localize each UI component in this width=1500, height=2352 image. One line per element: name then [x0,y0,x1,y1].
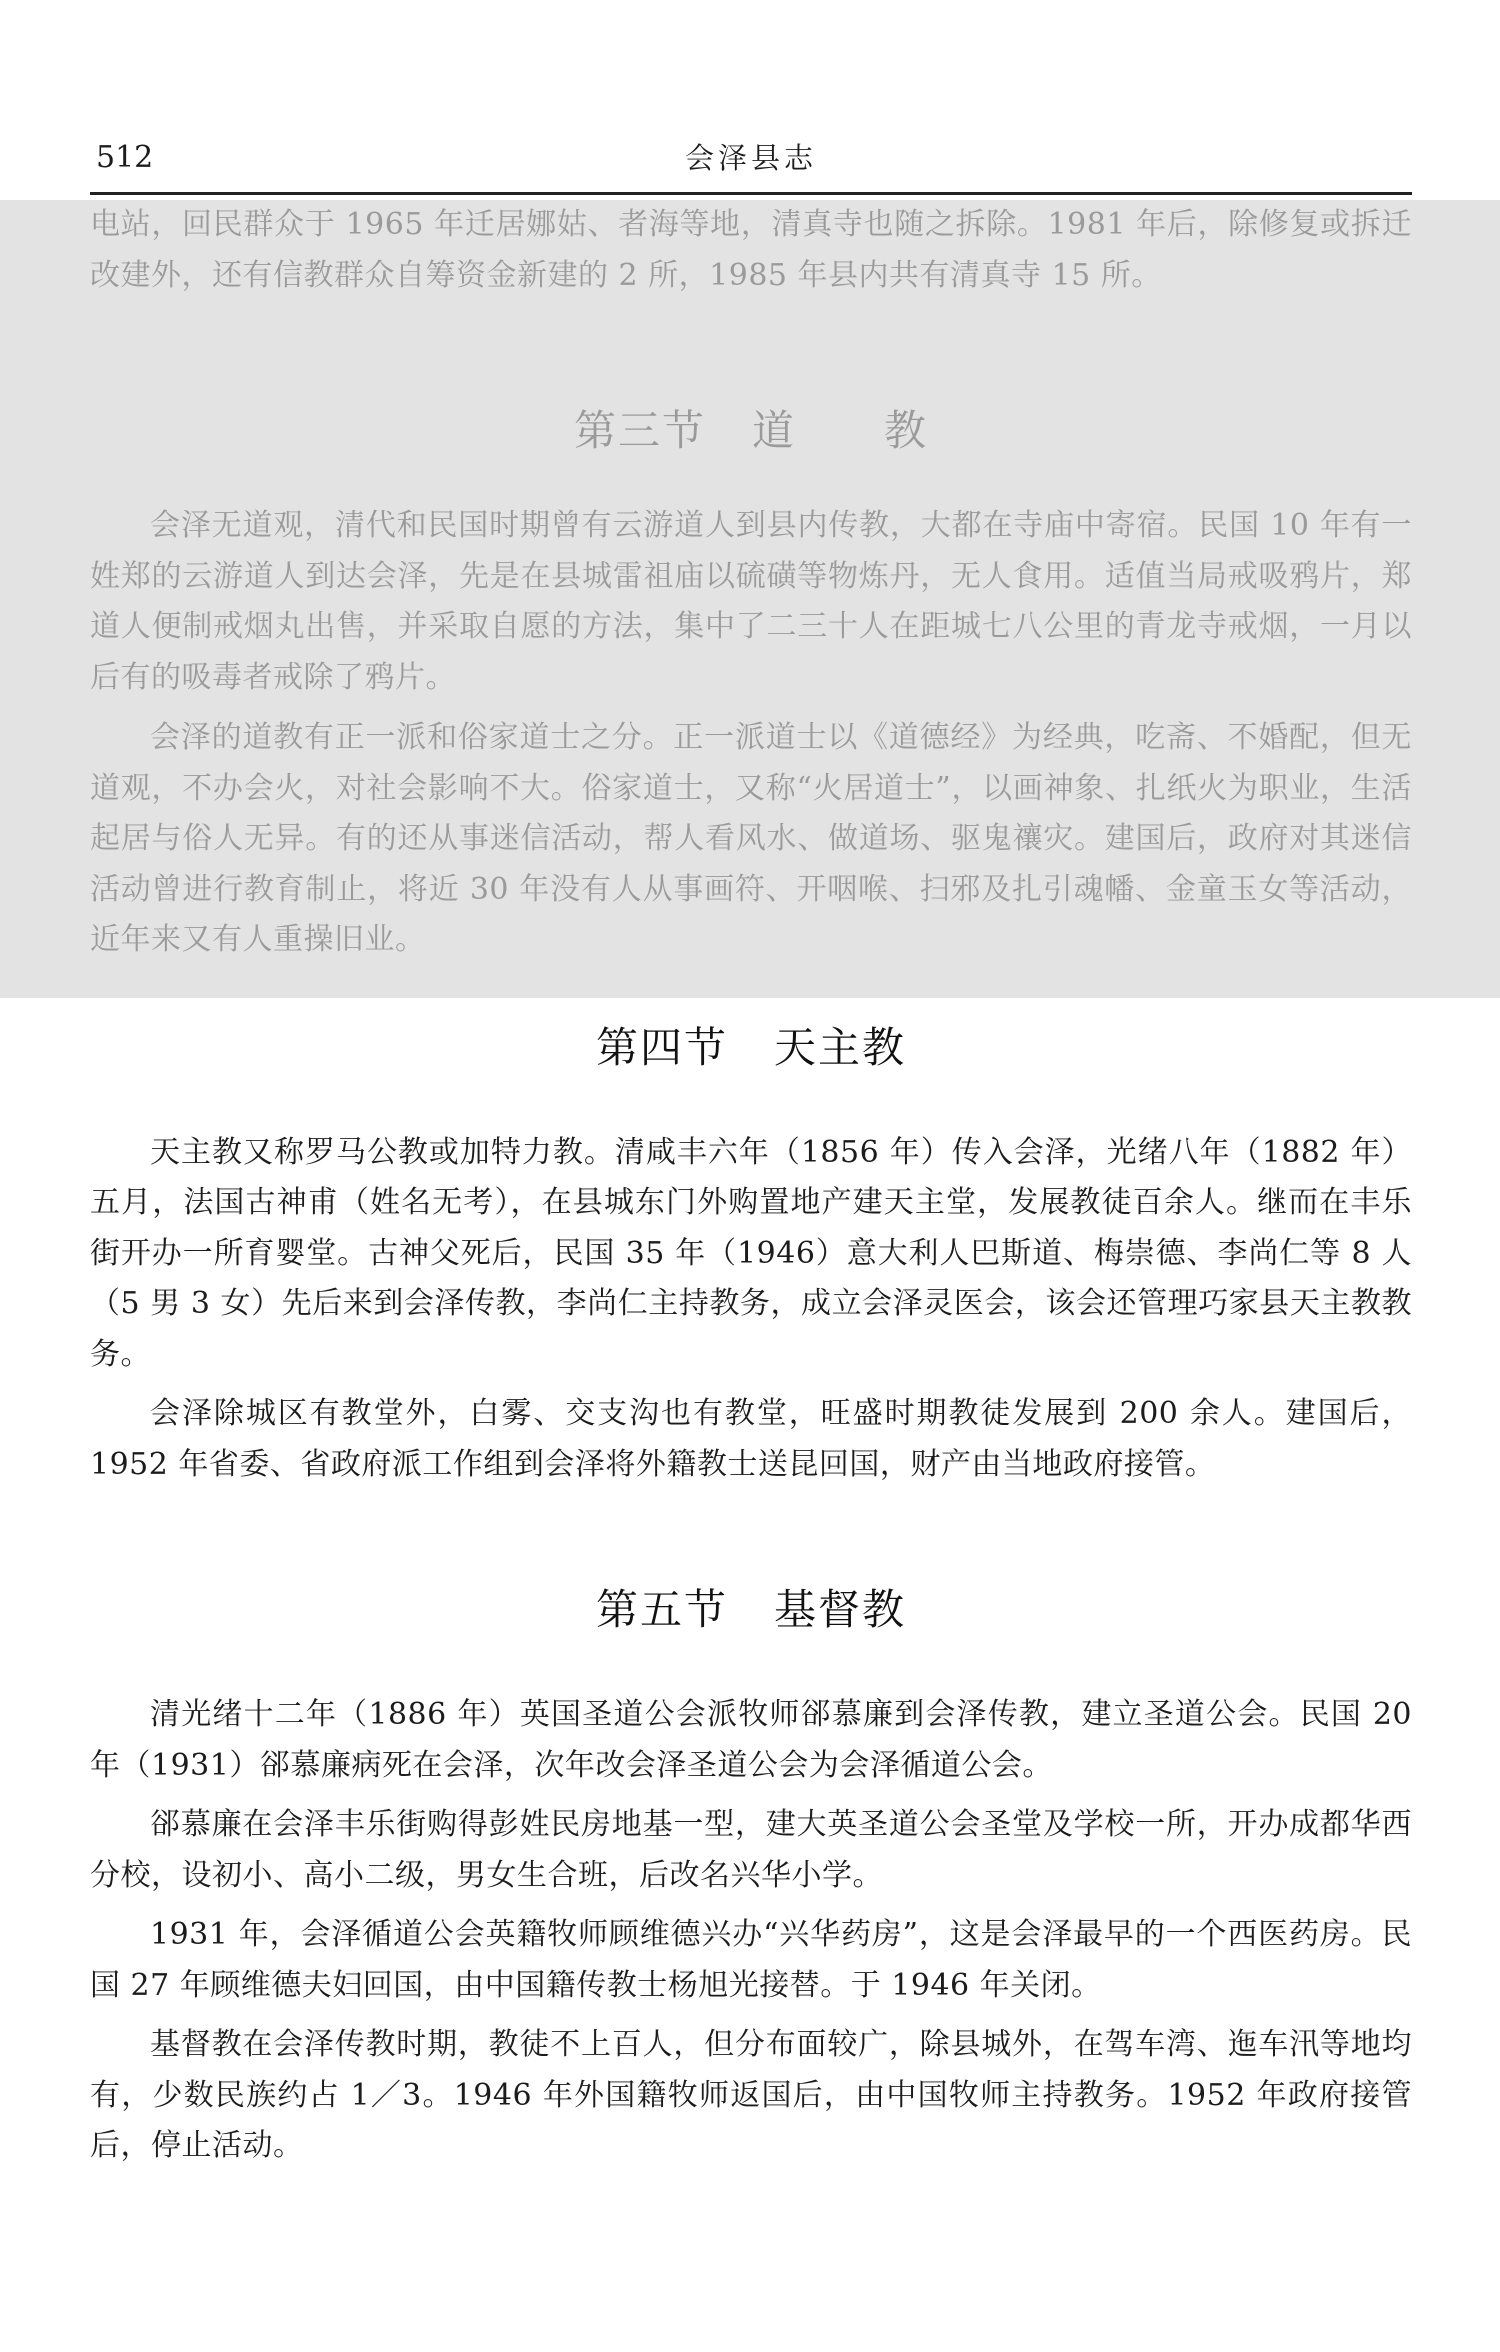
shaded-text-block [90,200,1412,966]
section-number: 第五节 [595,1585,728,1634]
paragraph: 1931 年，会泽循道公会英籍牧师顾维德兴办“兴华药房”，这是会泽最早的一个西医药房。民国 27 年顾维德夫妇回国，由中国籍传教士杨旭光接替。于 1946 年关闭。 [90,1917,1412,2003]
section-title-catholicism [90,1018,1412,1078]
section-subject: 道 教 [752,406,929,455]
section-body-catholicism [90,1128,1412,1491]
header-rule [90,192,1412,195]
page-number: 512 [96,140,154,175]
paragraph: 天主教又称罗马公教或加特力教。清咸丰六年（1856 年）传入会泽，光绪八年（1882 年）五月，法国古神甫（姓名无考），在县城东门外购置地产建天主堂，发展教徒百余人。继而在丰乐街开办一所育婴堂。古神父死后，民国 35 年（1946）意大利人巴斯道、梅崇德、李尚仁等 8 人（5 男 3 女）先后来到会泽传教，李尚仁主持教务，成立会泽灵医会，该会还管理巧家县天主教教务。 [90,1134,1412,1372]
paragraph: 会泽除城区有教堂外，白雾、交支沟也有教堂，旺盛时期教徒发展到 200 余人。建国后，1952 年省委、省政府派工作组到会泽将外籍教士送昆回国，财产由当地政府接管。 [90,1396,1412,1482]
paragraph: 会泽无道观，清代和民国时期曾有云游道人到县内传教，大都在寺庙中寄宿。民国 10 年有一姓郑的云游道人到达会泽，先是在县城雷祖庙以硫磺等物炼丹，无人食用。适值当局戒吸鸦片，郑道人便制戒烟丸出售，并采取自愿的方法，集中了二三十人在距城七八公里的青龙寺戒烟，一月以后有的吸毒者戒除了鸦片。 [90,508,1412,695]
paragraph: 郤慕廉在会泽丰乐街购得彭姓民房地基一型，建大英圣道公会圣堂及学校一所，开办成都华西分校，设初小、高小二级，男女生合班，后改名兴华小学。 [90,1807,1412,1893]
section-title-taoism [90,401,1412,461]
section-title-christianity [90,1580,1412,1640]
page-header [90,138,1412,190]
section-number: 第四节 [595,1022,728,1072]
paragraph: 会泽的道教有正一派和俗家道士之分。正一派道士以《道德经》为经典，吃斋、不婚配，但无道观，不办会火，对社会影响不大。俗家道士，又称“火居道士”，以画神象、扎纸火为职业，生活起居与俗人无异。有的还从事迷信活动，帮人看风水、做道场、驱鬼禳灾。建国后，政府对其迷信活动曾进行教育制止，将近 30 年没有人从事画符、开咽喉、扫邪及扎引魂幡、金童玉女等活动，近年来又有人重操旧业。 [90,720,1412,957]
section-number: 第三节 [573,406,706,455]
section-subject: 天主教 [774,1022,907,1072]
carryover-paragraph: 电站，回民群众于 1965 年迁居娜姑、者海等地，清真寺也随之拆除。1981 年后，除修复或拆迁改建外，还有信教群众自筹资金新建的 2 所，1985 年县内共有清真寺 15 所。 [90,207,1412,293]
section-body-christianity [90,1690,1412,2172]
section-subject: 基督教 [774,1585,907,1634]
paragraph: 基督教在会泽传教时期，教徒不上百人，但分布面较广，除县城外，在驾车湾、迤车汛等地均有，少数民族约占 1／3。1946 年外国籍牧师返国后，由中国牧师主持教务。1952 年政府接管后，停止活动。 [90,2027,1412,2163]
page-content [90,200,1412,2181]
running-title: 会泽县志 [684,141,817,175]
paragraph: 清光绪十二年（1886 年）英国圣道公会派牧师郤慕廉到会泽传教，建立圣道公会。民国 20 年（1931）郤慕廉病死在会泽，次年改会泽圣道公会为会泽循道公会。 [90,1697,1412,1783]
section-body-taoism [90,501,1412,966]
